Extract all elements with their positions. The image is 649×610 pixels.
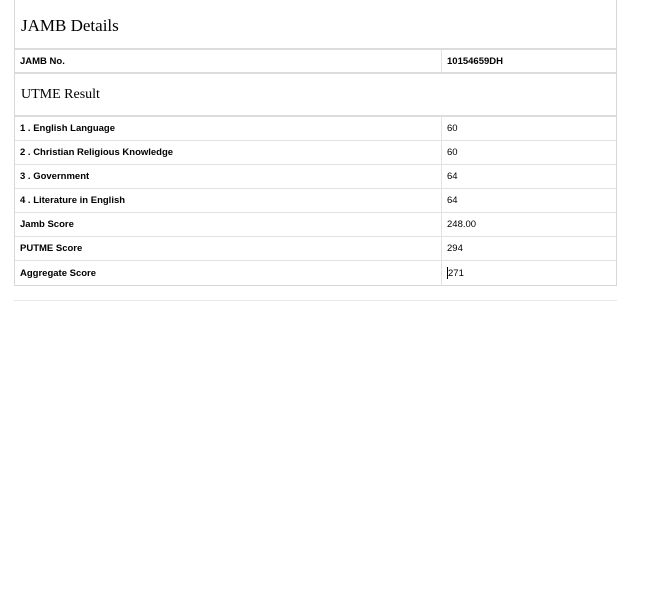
subject-label: 4 . Literature in English [15, 189, 442, 212]
jamb-details-header [15, 0, 616, 50]
section-divider [14, 300, 617, 301]
subject-row [15, 141, 616, 165]
aggregate-score-value: 271 [448, 267, 464, 279]
jamb-no-row [15, 50, 616, 74]
utme-result-title: UTME Result [21, 86, 100, 102]
subject-score: 64 [447, 171, 458, 182]
jamb-details-panel [14, 0, 617, 286]
subject-score: 64 [447, 195, 458, 206]
aggregate-score-row [15, 261, 616, 285]
subject-row [15, 117, 616, 141]
subject-score: 60 [447, 147, 458, 158]
jamb-no-label: JAMB No. [15, 50, 442, 72]
jamb-score-label: Jamb Score [15, 213, 442, 236]
aggregate-score-cell [442, 261, 616, 285]
jamb-details-title: JAMB Details [21, 16, 119, 35]
jamb-no-value: 10154659DH [447, 55, 503, 67]
subject-row [15, 189, 616, 213]
utme-result-header [15, 74, 616, 117]
jamb-score-row [15, 213, 616, 237]
subject-label: 2 . Christian Religious Knowledge [15, 141, 442, 164]
subject-label: 3 . Government [15, 165, 442, 188]
subject-row [15, 165, 616, 189]
jamb-score-value: 248.00 [447, 219, 477, 230]
aggregate-score-label: Aggregate Score [15, 261, 442, 285]
subject-score: 60 [447, 123, 458, 134]
putme-score-row [15, 237, 616, 261]
putme-score-label: PUTME Score [15, 237, 442, 260]
subject-label: 1 . English Language [15, 117, 442, 140]
putme-score-value: 294 [447, 243, 463, 254]
